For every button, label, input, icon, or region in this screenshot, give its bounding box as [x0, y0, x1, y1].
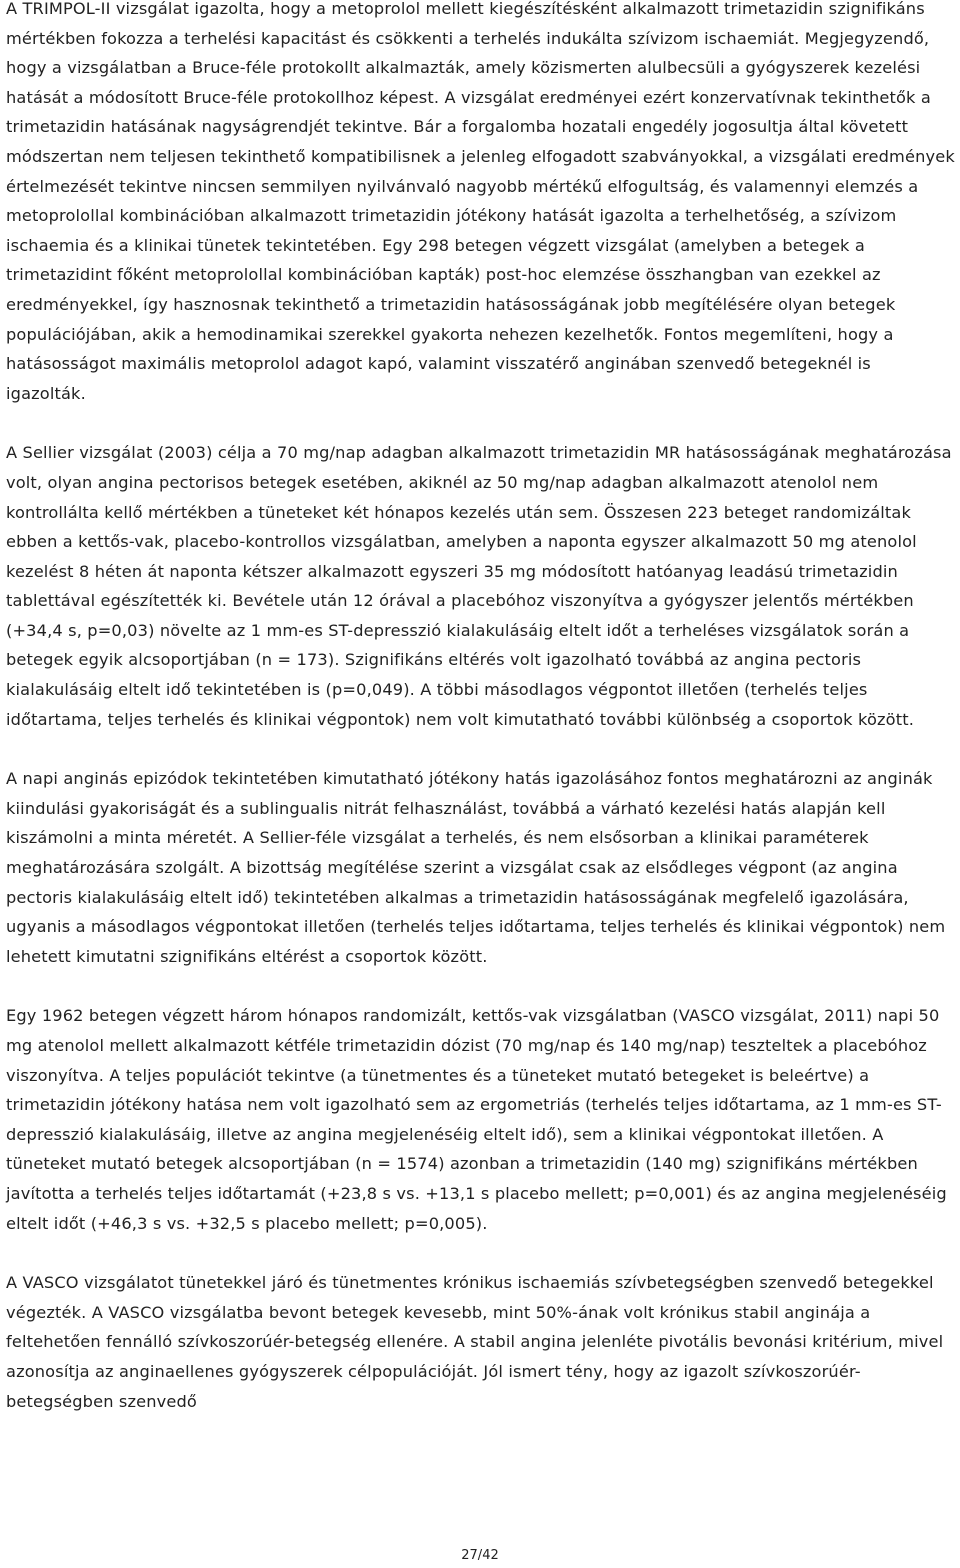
page-number: 27/42: [461, 1548, 499, 1563]
paragraph-angina-episodes: A napi anginás epizódok tekintetében kimutatható jótékony hatás igazolásához fontos meghatározni az anginák kiindulási gyakoriságát és a sublingualis nitrát felhasználást, továbbá a várható kezelési hatás alapján kell kiszámolni a minta méretét. A Sellier-féle vizsgálat a terhelés, és nem elsősorban a klinikai paraméterek meghatározására szolgált. A bizottság megítélése szerint a vizsgálat csak az elsődleges végpont (az angina pectoris kialakulásáig eltelt idő) tekintetében alkalmas a trimetazidin hatásosságának megfelelő igazolására, ugyanis a másodlagos végpontokat illetően (terhelés teljes időtartama, teljes terhelés és klinikai végpontok) nem lehetett kimutatni szignifikáns eltérést a csoportok között.: [6, 769, 946, 966]
paragraph-vasco: Egy 1962 betegen végzett három hónapos randomizált, kettős-vak vizsgálatban (VASCO vizsgálat, 2011) napi 50 mg atenolol mellett alkalmazott kétféle trimetazidin dózist (70 mg/nap és 140 mg/nap) teszteltek a placebóhoz viszonyítva. A teljes populációt tekintve (a tünetmentes és a tüneteket mutató betegeket is beleértve) a trimetazidin jótékony hatása nem volt igazolható sem az ergometriás (terhelés teljes időtartama, az 1 mm-es ST-depresszió kialakulásáig, illetve az angina megjelenéséig eltelt idő), sem a klinikai végpontokat illetően. A tüneteket mutató betegek alcsoportjában (n = 1574) azonban a trimetazidin (140 mg) szignifikáns mértékben javította a terhelés teljes időtartamát (+23,8 s vs. +13,1 s placebo mellett; p=0,001) és az angina megjelenéséig eltelt időt (+46,3 s vs. +32,5 s placebo mellett; p=0,005).: [6, 1006, 947, 1233]
document-body: [6, 0, 956, 1416]
paragraph-vasco-population: A VASCO vizsgálatot tünetekkel járó és tünetmentes krónikus ischaemiás szívbetegségben szenvedő betegekkel végezték. A VASCO vizsgálatba bevont betegek kevesebb, mint 50%-ának volt krónikus stabil anginája a feltehetően fennálló szívkoszorúér-betegség ellenére. A stabil angina jelenléte pivotális bevonási kritérium, mivel azonosítja az anginaellenes gyógyszerek célpopulációját. Jól ismert tény, hogy az igazolt szívkoszorúér-betegségben szenvedő: [6, 1273, 944, 1411]
paragraph-sellier: A Sellier vizsgálat (2003) célja a 70 mg/nap adagban alkalmazott trimetazidin MR hatásosságának meghatározása volt, olyan angina pectorisos betegek esetében, akiknél az 50 mg/nap adagban alkalmazott atenolol nem kontrollálta kellő mértékben a tüneteket két hónapos kezelés után sem. Összesen 223 beteget randomizáltak ebben a kettős-vak, placebo-kontrollos vizsgálatban, amelyben a naponta egyszer alkalmazott 50 mg atenolol kezelést 8 héten át naponta kétszer alkalmazott egyszeri 35 mg módosított hatóanyag leadású trimetazidin tablettával egészítették ki. Bevétele után 12 órával a placebóhoz viszonyítva a gyógyszer jelentős mértékben (+34,4 s, p=0,03) növelte az 1 mm-es ST-depresszió kialakulásáig eltelt időt a terheléses vizsgálatok során a betegek egyik alcsoportjában (n = 173). Szignifikáns eltérés volt igazolható továbbá az angina pectoris kialakulásáig eltelt idő tekintetében is (p=0,049). A többi másodlagos végpontot illetően (terhelés teljes időtartama, teljes terhelés és klinikai végpontok) nem volt kimutatható további különbség a csoportok között.: [6, 443, 952, 729]
paragraph-trimpol: A TRIMPOL-II vizsgálat igazolta, hogy a metoprolol mellett kiegészítésként alkalmazott trimetazidin szignifikáns mértékben fokozza a terhelési kapacitást és csökkenti a terhelés indukálta szívizom ischaemiát. Megjegyzendő, hogy a vizsgálatban a Bruce-féle protokollt alkalmazták, amely közismerten alulbecsüli a gyógyszerek kezelési hatását a módosított Bruce-féle protokollhoz képest. A vizsgálat eredményei ezért konzervatívnak tekinthetők a trimetazidin hatásának nagyságrendjét tekintve. Bár a forgalomba hozatali engedély jogosultja által követett módszertan nem teljesen tekinthető kompatibilisnek a jelenleg elfogadott szabványokkal, a vizsgálati eredmények értelmezését tekintve nincsen semmilyen nyilvánvaló nagyobb mértékű elfogultság, és valamennyi elemzés a metoprolollal kombinációban alkalmazott trimetazidin jótékony hatását igazolta a terhelhetőség, a szívizom ischaemia és a klinikai tünetek tekintetében. Egy 298 betegen végzett vizsgálat (amelyben a betegek a trimetazidint főként metoprolollal kombinációban kapták) post-hoc elemzése összhangban van ezekkel az eredményekkel, így hasznosnak tekinthető a trimetazidin hatásosságának jobb megítélésére olyan betegek populációjában, akik a hemodinamikai szerekkel gyakorta nehezen kezelhetők. Fontos megemlíteni, hogy a hatásosságot maximális metoprolol adagot kapó, valamint visszatérő anginában szenvedő betegeknél is igazolták.: [6, 0, 955, 403]
